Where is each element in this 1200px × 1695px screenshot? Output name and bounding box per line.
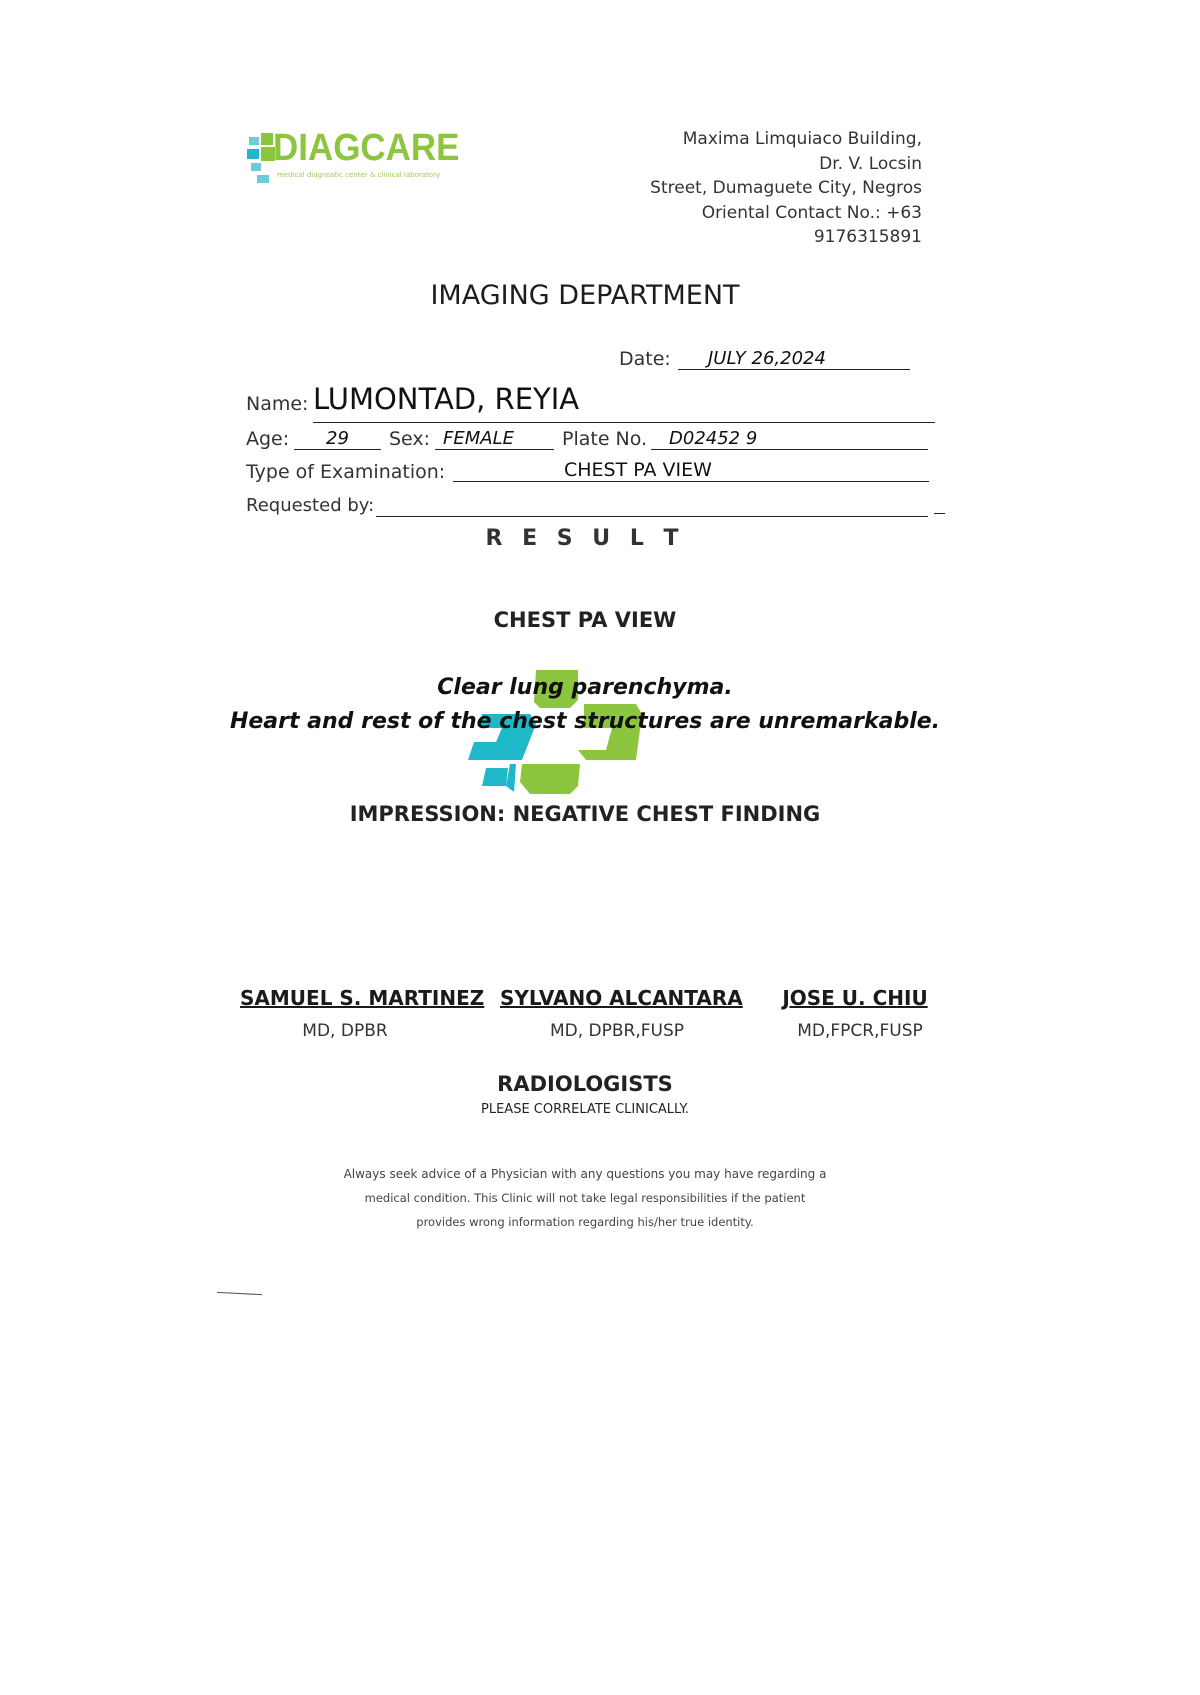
result-title: R E S U L T xyxy=(485,526,685,551)
address-line: Oriental Contact No.: +63 xyxy=(701,202,922,223)
requested-by-value xyxy=(376,496,928,517)
stray-line xyxy=(217,1292,262,1295)
doctor-name: JOSE U. CHIU xyxy=(782,986,928,1010)
sex-label: Sex: xyxy=(389,428,431,450)
doctor-credentials: MD, DPBR xyxy=(302,1021,388,1041)
doctor-credentials: MD, DPBR,FUSP xyxy=(549,1021,685,1041)
doctor-name: SYLVANO ALCANTARA xyxy=(500,986,743,1010)
name-label: Name: xyxy=(246,393,309,415)
exam-type-value: CHEST PA VIEW xyxy=(453,459,929,482)
patient-name: LUMONTAD, REYIA xyxy=(313,382,935,423)
doctor-credentials: MD,FPCR,FUSP xyxy=(797,1021,923,1041)
address-line: 9176315891 xyxy=(813,227,922,247)
finding-line: Clear lung parenchyma. xyxy=(437,675,733,700)
plate-value: D02452 9 xyxy=(651,428,928,450)
exam-type-label: Type of Examination: xyxy=(246,461,446,483)
date-label: Date: xyxy=(619,348,671,370)
logo-wordmark: DIAGCARE xyxy=(273,127,460,169)
radiologists-heading: RADIOLOGISTS xyxy=(497,1072,673,1096)
address-line: Maxima Limquiaco Building, xyxy=(682,129,922,149)
age-value: 29 xyxy=(294,428,381,450)
disclaimer-line: medical condition. This Clinic will not take legal responsibilities if the patient xyxy=(364,1191,806,1205)
logo-tagline: medical diagnostic center & clinical laboratory xyxy=(277,171,441,179)
requested-by-line-end xyxy=(934,513,945,514)
plate-label: Plate No. xyxy=(562,428,648,450)
requested-by-label: Requested by: xyxy=(246,495,375,516)
sex-value: FEMALE xyxy=(435,428,554,450)
correlate-note: PLEASE CORRELATE CLINICALLY. xyxy=(481,1102,689,1117)
impression: IMPRESSION: NEGATIVE CHEST FINDING xyxy=(349,802,821,826)
address-line: Street, Dumaguete City, Negros xyxy=(650,178,922,198)
department-title: IMAGING DEPARTMENT xyxy=(430,280,740,311)
finding-line: Heart and rest of the chest structures are unremarkable. xyxy=(229,709,941,734)
disclaimer-line: provides wrong information regarding his/her true identity. xyxy=(416,1215,754,1229)
date-value: JULY 26,2024 xyxy=(678,348,910,370)
address-line: Dr. V. Locsin xyxy=(819,153,922,174)
age-label: Age: xyxy=(246,428,290,450)
doctor-name: SAMUEL S. MARTINEZ xyxy=(240,986,485,1010)
clinic-address xyxy=(602,127,922,250)
disclaimer-line: Always seek advice of a Physician with any questions you may have regarding a xyxy=(343,1167,827,1181)
exam-heading: CHEST PA VIEW xyxy=(493,608,677,632)
clinic-logo xyxy=(247,127,477,195)
